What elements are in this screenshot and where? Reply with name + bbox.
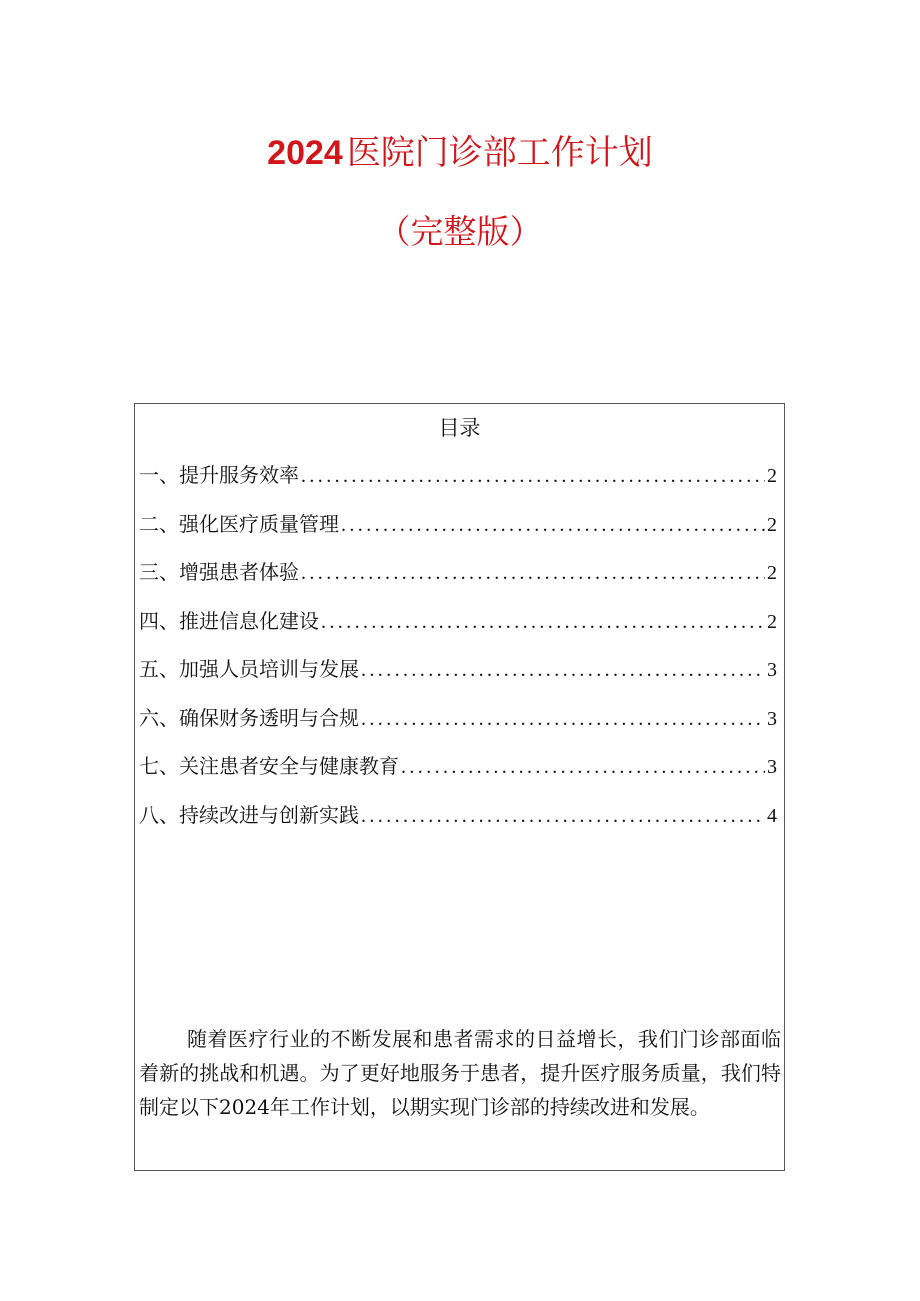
toc-item-page: 4 xyxy=(767,804,777,827)
document-title-year: 2024 xyxy=(267,134,343,172)
toc-item-label: 一、提升服务效率 xyxy=(139,463,299,487)
toc-item-page: 2 xyxy=(767,610,777,633)
toc-leader-dots xyxy=(321,606,765,638)
document-title-text: 医院门诊部工作计划 xyxy=(346,133,653,173)
toc-item-label: 八、持续改进与创新实践 xyxy=(139,802,359,827)
toc-item-page: 2 xyxy=(767,562,777,584)
toc-item-label: 二、强化医疗质量管理 xyxy=(139,511,339,536)
toc-item-label: 六、确保财务透明与合规 xyxy=(139,705,359,730)
toc-item-label: 四、推进信息化建设 xyxy=(139,608,319,633)
toc-item-page: 3 xyxy=(767,756,777,778)
toc-item[interactable] xyxy=(139,605,777,654)
toc-item-label: 七、关注患者安全与健康教育 xyxy=(139,754,399,778)
toc-item-page: 3 xyxy=(767,707,777,730)
toc-leader-dots xyxy=(301,460,765,492)
document-subtitle: （完整版） xyxy=(377,212,543,251)
toc-box xyxy=(134,403,785,1171)
toc-item[interactable] xyxy=(139,702,777,751)
toc-item[interactable] xyxy=(139,799,777,848)
toc-item[interactable] xyxy=(139,556,777,605)
toc-list xyxy=(139,459,777,847)
toc-leader-dots xyxy=(401,751,765,783)
toc-item-label: 三、增强患者体验 xyxy=(139,560,299,584)
toc-item-page: 3 xyxy=(767,659,777,681)
toc-leader-dots xyxy=(341,509,765,541)
toc-leader-dots xyxy=(361,703,765,735)
document-title xyxy=(0,128,920,178)
toc-item[interactable] xyxy=(139,459,777,508)
toc-item[interactable] xyxy=(139,653,777,702)
toc-item-page: 2 xyxy=(767,465,777,487)
toc-leader-dots xyxy=(301,557,765,589)
toc-item[interactable] xyxy=(139,508,777,557)
toc-item-label: 五、加强人员培训与发展 xyxy=(139,657,359,681)
toc-leader-dots xyxy=(361,800,765,832)
intro-paragraph: 随着医疗行业的不断发展和患者需求的日益增长，我们门诊部面临着新的挑战和机遇。为了更好地服务于患者，提升医疗服务质量，我们特制定以下2024年工作计划，以期实现门诊部的持续改进和发展。 xyxy=(139,1027,781,1119)
toc-leader-dots xyxy=(361,654,765,686)
toc-item-page: 2 xyxy=(767,513,777,536)
toc-heading: 目录 xyxy=(438,416,481,440)
toc-item[interactable] xyxy=(139,750,777,799)
